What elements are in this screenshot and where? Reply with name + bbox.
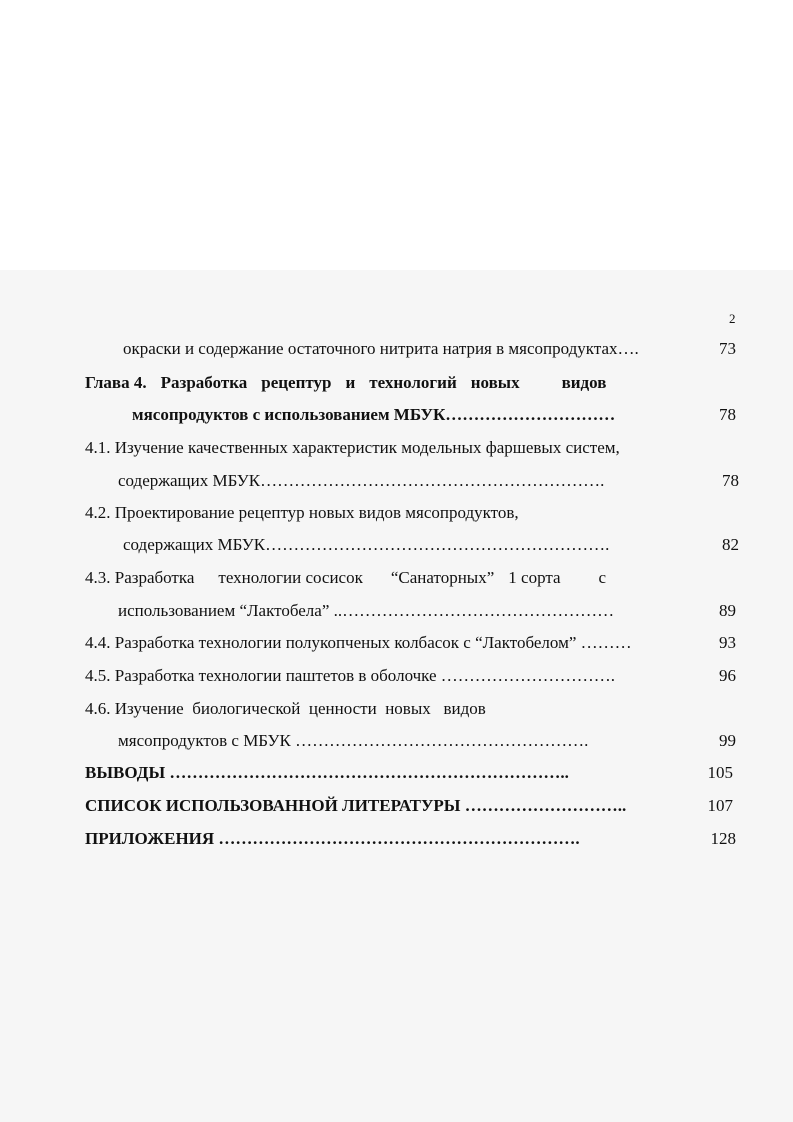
- section-title-word: “Санаторных”: [390, 568, 495, 587]
- chapter-label: Глава 4.: [85, 373, 147, 392]
- toc-section-4-6-cont: мясопродуктов с МБУК …………………………………………….: [118, 731, 589, 750]
- toc-page-ref: 78: [719, 405, 736, 424]
- chapter-title-word: видов: [561, 373, 607, 392]
- toc-page-ref: 96: [719, 666, 736, 685]
- toc-section-4-2: 4.2. Проектирование рецептур новых видов мясопродуктов,: [85, 503, 519, 522]
- toc-section-4-2-cont: содержащих МБУК…………………………………………………….: [123, 535, 610, 554]
- chapter-title-word: Разработка: [160, 373, 248, 392]
- toc-page-ref: 73: [719, 339, 736, 358]
- toc-section-4-6: 4.6. Изучение биологической ценности новых видов: [85, 699, 486, 718]
- chapter-title-word: рецептур: [261, 373, 332, 392]
- section-title-word: с: [598, 568, 607, 587]
- scan-background: [0, 270, 793, 1122]
- toc-page-ref: 82: [722, 535, 739, 554]
- toc-page-ref: 99: [719, 731, 736, 750]
- toc-page-ref: 78: [722, 471, 739, 490]
- toc-section-4-4: 4.4. Разработка технологии полукопченых колбасок с “Лактобелом” ………: [85, 633, 632, 652]
- toc-chapter-4-title-cont: мясопродуктов с использованием МБУК…………………………: [132, 405, 616, 424]
- toc-section-4-1: 4.1. Изучение качественных характеристик модельных фаршевых систем,: [85, 438, 620, 457]
- toc-section-4-5: 4.5. Разработка технологии паштетов в оболочке ………………………….: [85, 666, 616, 685]
- chapter-title-word: и: [345, 373, 356, 392]
- toc-page-ref: 89: [719, 601, 736, 620]
- toc-section-4-1-cont: содержащих МБУК…………………………………………………….: [118, 471, 605, 490]
- toc-conclusions: ВЫВОДЫ ……………………………………………………………..: [85, 763, 569, 782]
- section-title-word: 4.3. Разработка: [85, 568, 195, 587]
- section-title-word: 1 сорта: [508, 568, 561, 587]
- toc-chapter-4-title: [85, 373, 606, 393]
- toc-entry-prev-continuation: окраски и содержание остаточного нитрита натрия в мясопродуктах….: [123, 339, 639, 358]
- chapter-title-word: новых: [470, 373, 520, 392]
- toc-page-ref: 128: [710, 829, 736, 848]
- toc-appendices: ПРИЛОЖЕНИЯ ……………………………………………………….: [85, 829, 580, 848]
- toc-references: СПИСОК ИСПОЛЬЗОВАННОЙ ЛИТЕРАТУРЫ ………………………..: [85, 796, 627, 815]
- toc-section-4-3: [85, 568, 606, 588]
- toc-section-4-3-cont: использованием “Лактобела” ..…………………………………………: [118, 601, 615, 620]
- toc-page-ref: 105: [707, 763, 733, 782]
- page-number: 2: [729, 311, 736, 326]
- toc-page-ref: 107: [707, 796, 733, 815]
- chapter-title-word: технологий: [369, 373, 457, 392]
- toc-page-ref: 93: [719, 633, 736, 652]
- section-title-word: технологии сосисок: [218, 568, 363, 587]
